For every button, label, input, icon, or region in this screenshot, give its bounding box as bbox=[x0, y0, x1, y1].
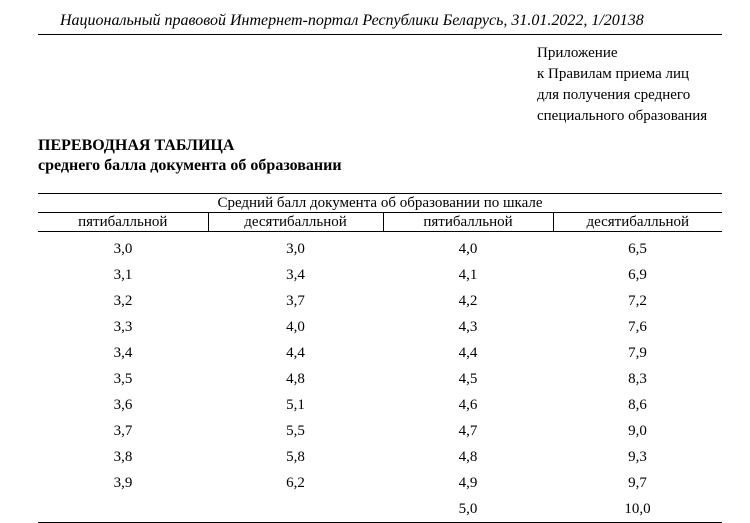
table-cell: 4,9 bbox=[458, 475, 478, 491]
table-cell: 3,0 bbox=[286, 241, 305, 257]
table-cell: 4,8 bbox=[458, 449, 478, 465]
table-cell: 7,9 bbox=[628, 345, 647, 361]
table-cell: 6,2 bbox=[286, 475, 305, 491]
table-cell: 7,6 bbox=[628, 319, 647, 335]
table-cell: 9,0 bbox=[628, 423, 647, 439]
title-line-1: ПЕРЕВОДНАЯ ТАБЛИЦА bbox=[38, 137, 235, 154]
table-row bbox=[38, 262, 722, 288]
document-title bbox=[38, 136, 342, 176]
table-body bbox=[38, 232, 722, 523]
column-header-ten-point-1: десятибалльной bbox=[208, 213, 383, 232]
table-cell: 8,3 bbox=[628, 371, 647, 387]
table-cell: 4,5 bbox=[458, 371, 478, 387]
table-row bbox=[38, 314, 722, 340]
table-cell: 3,2 bbox=[113, 293, 133, 309]
table-cell: 4,1 bbox=[458, 267, 478, 283]
table-cell: 8,6 bbox=[628, 397, 647, 413]
table-cell: 9,3 bbox=[628, 449, 647, 465]
table-cell: 3,9 bbox=[113, 475, 133, 491]
table-cell: 10,0 bbox=[553, 496, 722, 523]
table-cell: 3,4 bbox=[113, 345, 133, 361]
column-header-five-point-2: пятибалльной bbox=[383, 213, 553, 232]
table-cell: 4,3 bbox=[458, 319, 478, 335]
table-cell: 3,7 bbox=[113, 423, 133, 439]
table-cell: 4,2 bbox=[458, 293, 478, 309]
table-cell: 3,5 bbox=[113, 371, 133, 387]
table-cell: 3,1 bbox=[113, 267, 133, 283]
appendix-line: специального образования bbox=[537, 108, 708, 124]
table-cell: 3,3 bbox=[113, 319, 133, 335]
column-header-ten-point-2: десятибалльной bbox=[553, 213, 722, 232]
table-row bbox=[38, 444, 722, 470]
table-row bbox=[38, 232, 722, 263]
table-cell: 4,0 bbox=[458, 241, 478, 257]
table-cell: 4,8 bbox=[286, 371, 305, 387]
table-cell: 4,0 bbox=[286, 319, 305, 335]
table-cell: 4,4 bbox=[458, 345, 478, 361]
table-cell: 5,1 bbox=[286, 397, 305, 413]
column-header-five-point-1: пятибалльной bbox=[38, 213, 208, 232]
table-row bbox=[38, 470, 722, 496]
portal-header bbox=[38, 10, 722, 35]
appendix-line: для получения среднего bbox=[537, 87, 691, 103]
table-cell: 3,7 bbox=[286, 293, 305, 309]
appendix-line: Приложение bbox=[537, 45, 618, 61]
table-cell: 3,4 bbox=[286, 267, 305, 283]
title-line-2: среднего балла документа об образовании bbox=[38, 157, 342, 174]
table-cell: 7,2 bbox=[628, 293, 647, 309]
appendix-line: к Правилам приема лиц bbox=[537, 66, 690, 82]
table-group-header: Средний балл документа об образовании по шкале bbox=[38, 194, 722, 213]
conversion-table bbox=[38, 193, 722, 523]
table-cell: 3,0 bbox=[113, 241, 133, 257]
table-cell: 6,9 bbox=[628, 267, 647, 283]
table-row bbox=[38, 288, 722, 314]
table-row bbox=[38, 392, 722, 418]
table-cell: 3,6 bbox=[113, 397, 133, 413]
table-cell: 5,5 bbox=[286, 423, 305, 439]
table-cell: 3,8 bbox=[113, 449, 133, 465]
table-cell: 5,0 bbox=[383, 496, 553, 523]
table-row bbox=[38, 418, 722, 444]
table-cell: 5,8 bbox=[286, 449, 305, 465]
appendix-note bbox=[537, 43, 707, 127]
table-row bbox=[38, 340, 722, 366]
table-cell: 4,7 bbox=[458, 423, 478, 439]
portal-header-text: Национальный правовой Интернет-портал Республики Беларусь, 31.01.2022, 1/20138 bbox=[60, 12, 644, 29]
table-cell: 9,7 bbox=[628, 475, 647, 491]
table-cell: 4,6 bbox=[458, 397, 478, 413]
table-cell: 4,4 bbox=[286, 345, 305, 361]
table-row bbox=[38, 366, 722, 392]
table-cell: 6,5 bbox=[628, 241, 647, 257]
